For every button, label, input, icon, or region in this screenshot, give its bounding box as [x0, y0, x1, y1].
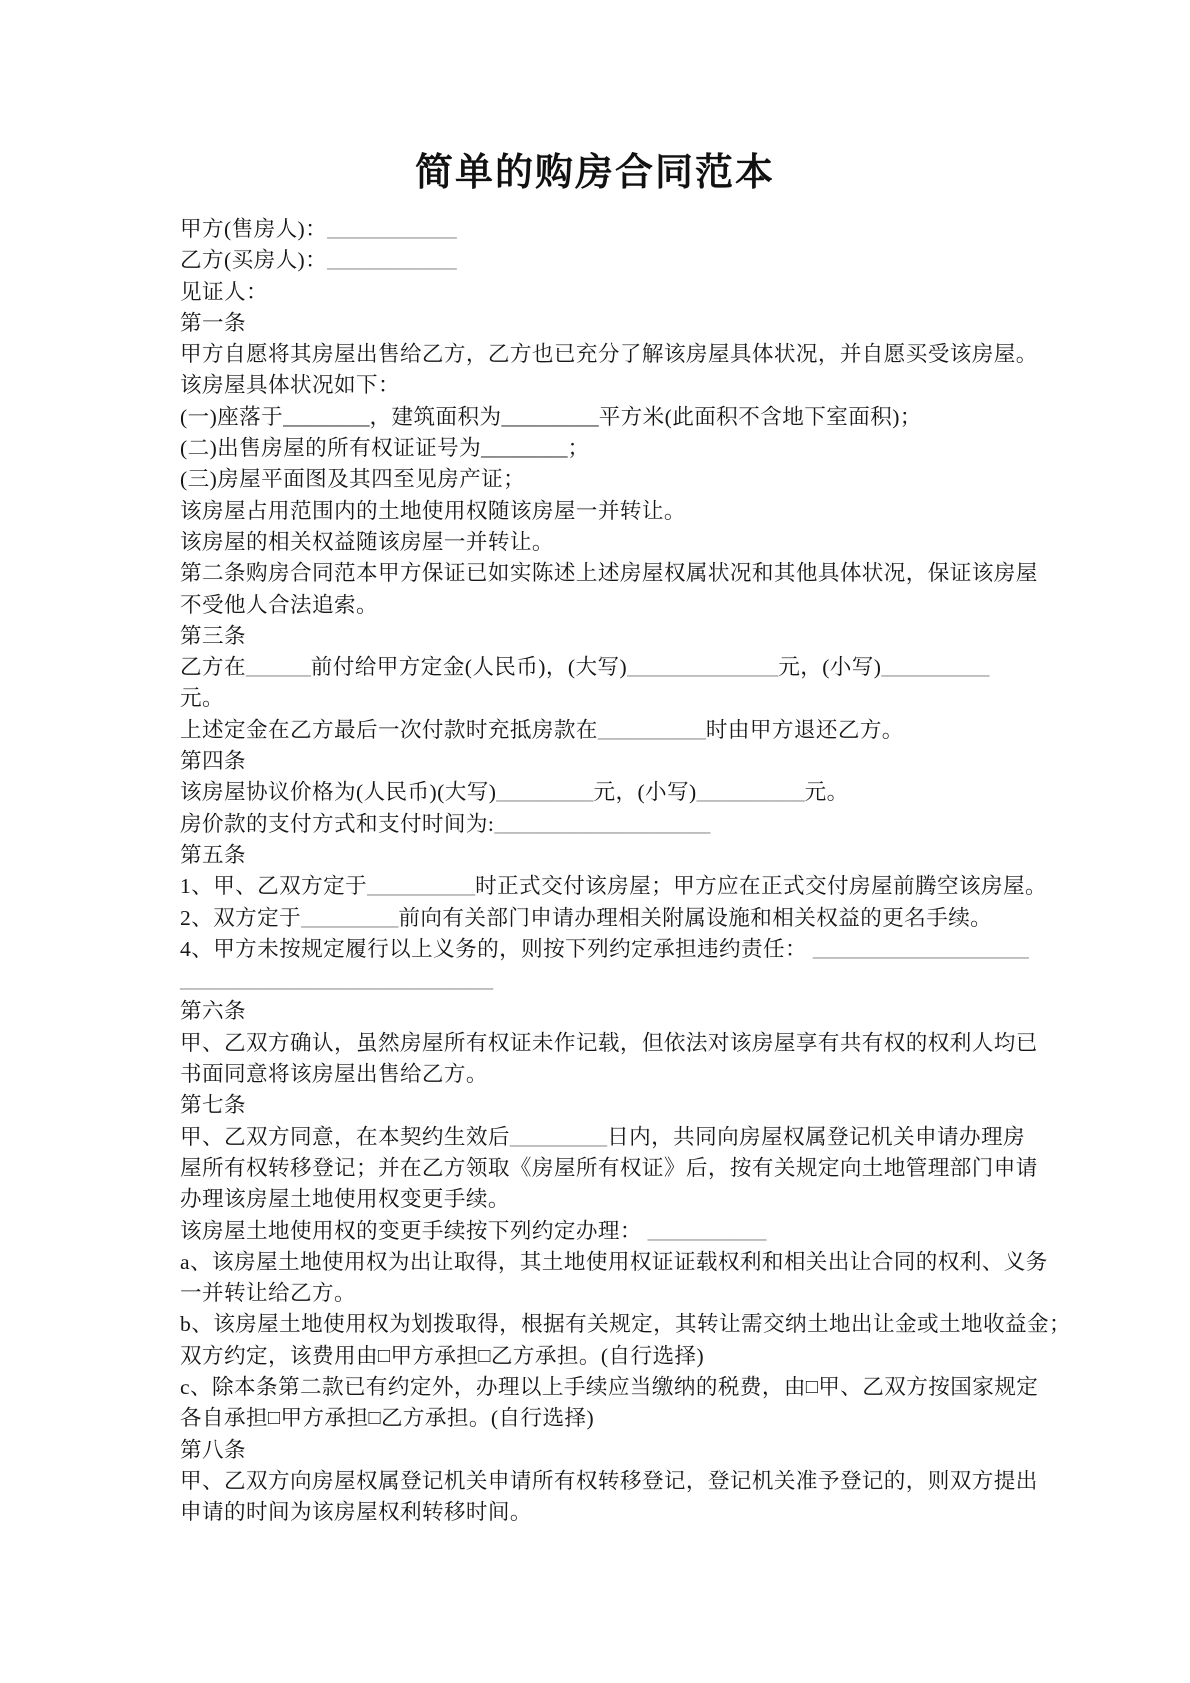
- fill-in-blank: __________: [597, 717, 706, 742]
- contract-line: a、该房屋土地使用权为出让取得，其土地使用权证证载权利和相关出让合同的权利、义务: [180, 1249, 1048, 1274]
- fill-in-blank: _____________________________: [180, 968, 494, 993]
- contract-line: c、除本条第二款已有约定外，办理以上手续应当缴纳的税费，由□甲、乙双方按国家规定: [180, 1372, 1040, 1403]
- contract-line: (三)房屋平面图及其四至见房产证；: [180, 467, 526, 492]
- contract-line: 甲方(售房人)：____________: [180, 217, 457, 241]
- contract-line: 见证人：: [180, 279, 268, 304]
- contract-line: 第四条: [180, 749, 246, 774]
- fill-in-blank: ___________: [647, 1218, 767, 1243]
- contract-line: 甲方自愿将其房屋出售给乙方，乙方也已充分了解该房屋具体状况，并自愿买受该房屋。: [180, 342, 1038, 367]
- fill-in-blank: _________: [301, 905, 399, 930]
- checkbox-icon: □: [267, 1407, 281, 1430]
- fill-in-blank: ____________________: [812, 936, 1029, 961]
- fill-in-blank: ____________: [327, 248, 457, 273]
- checkbox-icon: □: [368, 1407, 381, 1430]
- contract-line: 第一条: [180, 310, 246, 335]
- contract-body: [0, 214, 1190, 1528]
- contract-line: (一)座落于________，建筑面积为_________平方米(此面积不含地下室面积)；: [180, 404, 922, 429]
- contract-line: 1、甲、乙双方定于__________时正式交付该房屋；甲方应在正式交付房屋前腾空该房屋。: [180, 874, 1047, 899]
- fill-in-blank: _________: [509, 1124, 608, 1149]
- contract-line: 2、双方定于_________前向有关部门申请办理相关附属设施和相关权益的更名手续。: [180, 905, 993, 930]
- contract-line: 甲、乙双方向房屋权属登记机关申请所有权转移登记，登记机关准予登记的，则双方提出: [180, 1468, 1038, 1493]
- fill-in-blank: __________: [881, 655, 990, 680]
- contract-line: 乙方(买房人)：____________: [180, 248, 457, 273]
- contract-line: 双方约定，该费用由□甲方承担□乙方承担。(自行选择): [180, 1341, 1040, 1372]
- contract-line: 该房屋具体状况如下：: [180, 373, 400, 398]
- contract-line: 该房屋的相关权益随该房屋一并转让。: [180, 529, 554, 554]
- contract-line: b、该房屋土地使用权为划拨取得，根据有关规定，其转让需交纳土地出让金或土地收益金；: [180, 1312, 1071, 1337]
- contract-line: 第六条: [180, 999, 246, 1024]
- contract-line: 一并转让给乙方。: [180, 1281, 356, 1306]
- contract-line: 第三条: [180, 623, 246, 648]
- contract-line: 第七条: [180, 1093, 246, 1118]
- contract-line: 4、甲方未按规定履行以上义务的，则按下列约定承担违约责任： ____________________: [180, 936, 1029, 961]
- checkbox-icon: □: [377, 1344, 391, 1367]
- contract-line: 第五条: [180, 842, 246, 867]
- contract-line: 乙方在______前付给甲方定金(人民币)，(大写)______________元，(小写)__________: [180, 655, 990, 680]
- contract-line: 该房屋占用范围内的土地使用权随该房屋一并转让。: [180, 498, 686, 523]
- fill-in-blank: __________: [696, 780, 805, 805]
- contract-line: 不受他人合法追索。: [180, 592, 378, 617]
- contract-line: 甲、乙双方同意，在本契约生效后_________日内，共同向房屋权属登记机关申请办理房: [180, 1124, 1025, 1149]
- fill-in-blank: ______: [245, 655, 311, 680]
- contract-line: 元。: [180, 686, 224, 711]
- contract-line: 书面同意将该房屋出售给乙方。: [180, 1062, 488, 1087]
- fill-in-blank: ______________: [627, 655, 779, 680]
- fill-in-blank: _________: [501, 404, 599, 429]
- contract-line: 各自承担□甲方承担□乙方承担。(自行选择): [180, 1403, 1040, 1434]
- contract-line: 上述定金在乙方最后一次付款时充抵房款在__________时由甲方退还乙方。: [180, 717, 904, 742]
- fill-in-blank: ________: [481, 436, 568, 461]
- contract-line: 房价款的支付方式和支付时间为:____________________: [180, 811, 711, 836]
- contract-line: 甲、乙双方确认，虽然房屋所有权证未作记载，但依法对该房屋享有共有权的权利人均已: [180, 1030, 1038, 1055]
- checkbox-icon: □: [805, 1375, 819, 1398]
- fill-in-blank: ____________________: [494, 811, 711, 836]
- checkbox-icon: □: [478, 1344, 491, 1367]
- contract-line: 该房屋协议价格为(人民币)(大写)_________元，(小写)__________元。: [180, 780, 849, 805]
- contract-line: [180, 965, 1040, 996]
- fill-in-blank: ____________: [327, 217, 457, 241]
- contract-line: 办理该房屋土地使用权变更手续。: [180, 1187, 510, 1212]
- contract-line: 第二条购房合同范本甲方保证已如实陈述上述房屋权属状况和其他具体状况，保证该房屋: [180, 561, 1038, 586]
- contract-line: 第八条: [180, 1437, 246, 1462]
- contract-line: (二)出售房屋的所有权证证号为________；: [180, 436, 590, 461]
- fill-in-blank: _________: [496, 780, 594, 805]
- contract-line: 申请的时间为该房屋权利转移时间。: [180, 1500, 532, 1525]
- contract-line: 屋所有权转移登记；并在乙方领取《房屋所有权证》后，按有关规定向土地管理部门申请: [180, 1155, 1038, 1180]
- fill-in-blank: ________: [283, 404, 370, 429]
- contract-line: 该房屋土地使用权的变更手续按下列约定办理： ___________: [180, 1218, 767, 1243]
- document-title: 简单的购房合同范本: [414, 152, 775, 194]
- fill-in-blank: __________: [367, 874, 476, 899]
